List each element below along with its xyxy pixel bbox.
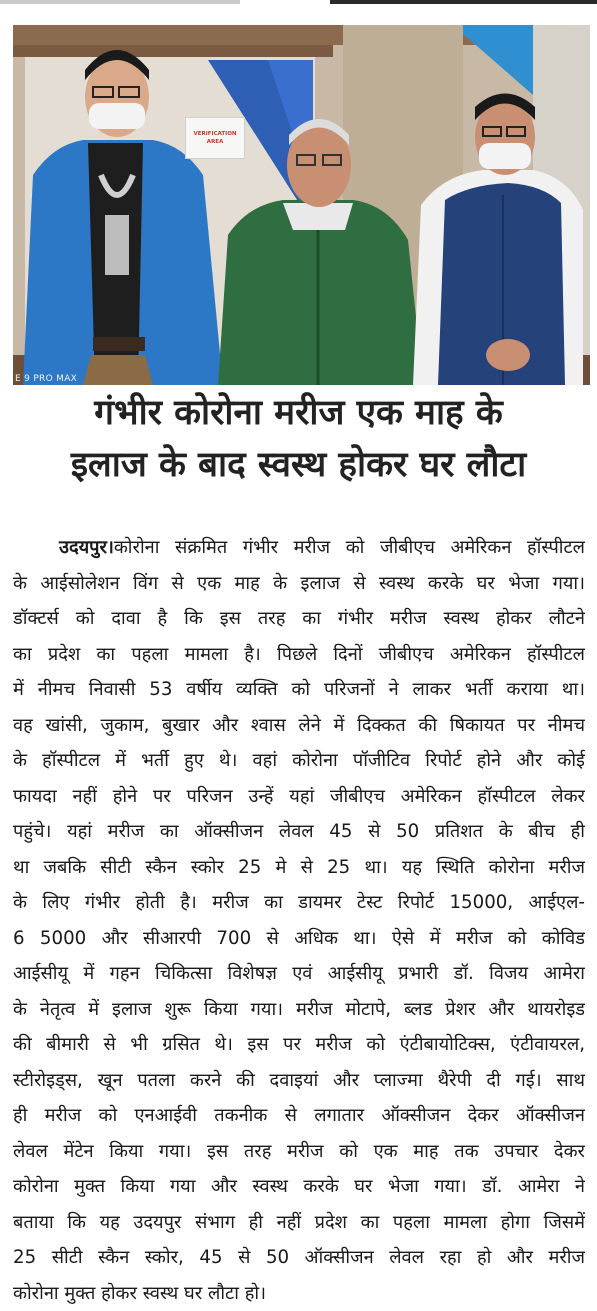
article-line: स्टीरोइड्स, खून पतला करने की दवाइयां और प्लाज्मा थैरेपी दी गई। साथ xyxy=(13,1063,585,1099)
headline-line: इलाज के बाद स्वस्थ होकर घर लौटा xyxy=(0,442,597,488)
article-line: कोरोना मुक्त किया गया और स्वस्थ करके घर भेजा गया। डॉ. आमेरा ने xyxy=(13,1169,585,1205)
article-body xyxy=(13,530,585,1311)
sign-line: AREA xyxy=(207,138,224,146)
headline-line: गंभीर कोरोना मरीज एक माह के xyxy=(0,390,597,436)
top-rule xyxy=(0,0,597,4)
dateline: उदयपुर। xyxy=(59,537,114,558)
news-photo xyxy=(13,25,590,385)
article-line: का प्रदेश का पहला मामला है। पिछले दिनों जीबीएच अमेरिकन हॉस्पीटल xyxy=(13,637,585,673)
article-line: के लिए गंभीर होती है। मरीज का डायमर टेस्ट रिपोर्ट 15000, आईएल- xyxy=(13,885,585,921)
article-line: ही मरीज को एनआईवी तकनीक से लगातार ऑक्सीजन देकर ऑक्सीजन xyxy=(13,1098,585,1134)
article-line: में नीमच निवासी 53 वर्षीय व्यक्ति को परिजनों ने लाकर भर्ती कराया था। xyxy=(13,672,585,708)
article-line xyxy=(13,530,585,566)
article-line: डॉक्टर्स को दावा है कि इस तरह का गंभीर मरीज स्वस्थ होकर लौटने xyxy=(13,601,585,637)
verification-sign xyxy=(185,117,245,159)
article-line: 6 5000 और सीआरपी 700 से अधिक था। ऐसे में मरीज को कोविड xyxy=(13,921,585,957)
article-line-text: कोरोना संक्रमित गंभीर मरीज को जीबीएच अमेरिकन हॉस्पीटल xyxy=(114,537,585,558)
article-line: वह खांसी, जुकाम, बुखार और श्वास लेने में दिक्कत की षिकायत पर नीमच xyxy=(13,708,585,744)
rule-segment xyxy=(330,0,597,4)
rule-segment xyxy=(0,0,240,4)
article-line: के हॉस्पीटल में भर्ती हुए थे। वहां कोरोना पॉजीटिव रिपोर्ट होने और कोई xyxy=(13,743,585,779)
article-line: बताया कि यह उदयपुर संभाग ही नहीं प्रदेश का पहला मामला होगा जिसमें xyxy=(13,1205,585,1241)
photo-illustration xyxy=(13,25,590,385)
article-line: फायदा नहीं होने पर परिजन उन्हें यहां जीबीएच अमेरिकन हॉस्पीटल लेकर xyxy=(13,779,585,815)
article-line: की बीमारी से भी ग्रसित थे। इस पर मरीज को एंटीबायोटिक्स, एंटीवायरल, xyxy=(13,1027,585,1063)
article-line: लेवल मेंटेन किया गया। इस तरह मरीज को एक माह तक उपचार देकर xyxy=(13,1134,585,1170)
article-line: के आईसोलेशन विंग से एक माह के इलाज से स्वस्थ करके घर भेजा गया। xyxy=(13,566,585,602)
headline xyxy=(0,390,597,488)
sign-line: VERIFICATION xyxy=(193,130,236,138)
article-line: था जबकि सीटी स्कैन स्कोर 25 मे से 25 था। यह स्थिति कोरोना मरीज xyxy=(13,850,585,886)
article-line: कोरोना मुक्त होकर स्वस्थ घर लौटा हो। xyxy=(13,1276,585,1311)
article-line: पहुंचे। यहां मरीज का ऑक्सीजन लेवल 45 से 50 प्रतिशत के बीच ही xyxy=(13,814,585,850)
article-line: आईसीयू में गहन चिकित्सा विशेषज्ञ एवं आईसीयू प्रभारी डॉ. विजय आमेरा xyxy=(13,956,585,992)
camera-watermark: E 9 PRO MAX xyxy=(15,374,77,384)
article-line: के नेतृत्व में इलाज शुरू किया गया। मरीज मोटापे, ब्लड प्रेशर और थायरोइड xyxy=(13,992,585,1028)
article-line: 25 सीटी स्कैन स्कोर, 45 से 50 ऑक्सीजन लेवल रहा हो और मरीज xyxy=(13,1240,585,1276)
